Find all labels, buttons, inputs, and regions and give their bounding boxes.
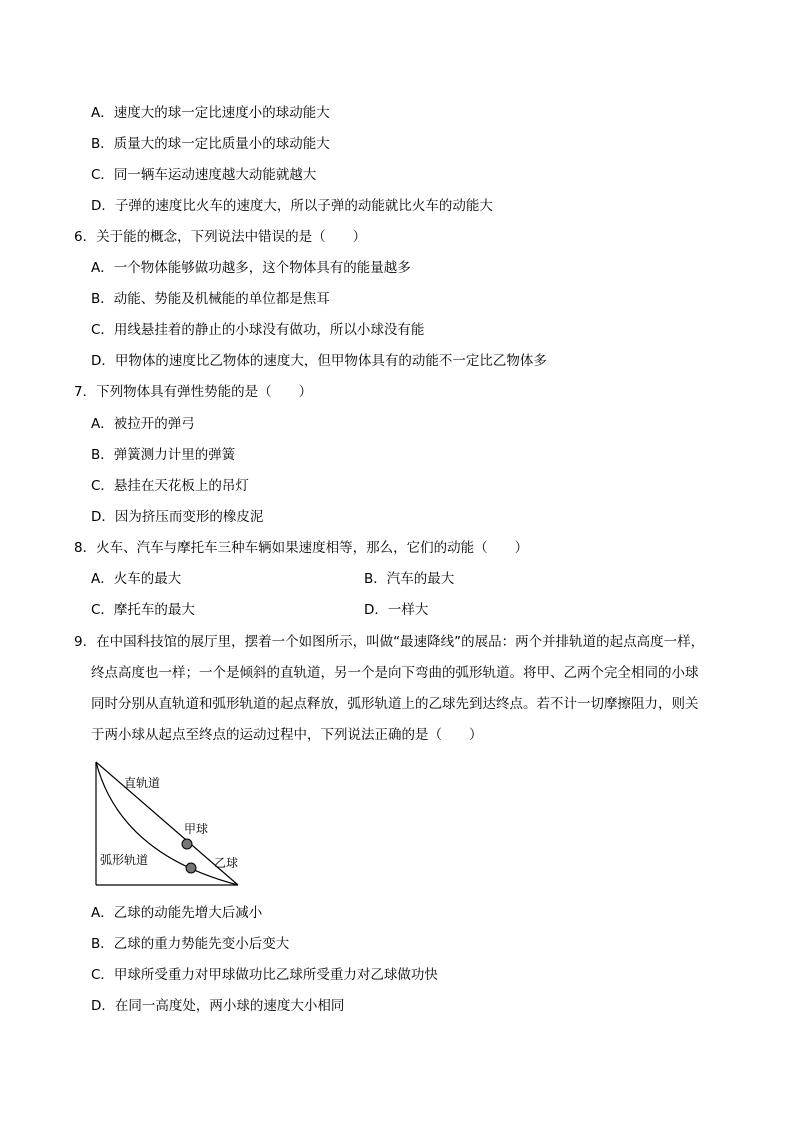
q8-stem: 8．火车、汽车与摩托车三种车辆如果速度相等，那么，它们的动能（ ） — [74, 540, 529, 556]
q7-option-c: C．悬挂在天花板上的吊灯 — [91, 478, 249, 494]
q6-option-d: D．甲物体的速度比乙物体的速度大，但甲物体具有的动能不一定比乙物体多 — [91, 353, 547, 369]
ball-a — [182, 839, 192, 849]
label-ball-b: 乙球 — [214, 856, 239, 870]
q9-option-c: C．甲球所受重力对甲球做功比乙球所受重力对乙球做功快 — [91, 967, 438, 983]
q5-option-d: D．子弹的速度比火车的速度大，所以子弹的动能就比火车的动能大 — [91, 198, 493, 214]
brachistochrone-figure — [88, 758, 248, 890]
q7-option-b: B．弹簧测力计里的弹簧 — [91, 447, 236, 463]
q9-stem-line-3: 同时分别从直轨道和弧形轨道的起点释放，弧形轨道上的乙球先到达终点。若不计一切摩擦阻力，则关 — [91, 696, 699, 712]
q8-option-d: D．一样大 — [364, 602, 429, 618]
q7-stem: 7．下列物体具有弹性势能的是（ ） — [74, 384, 313, 400]
q6-option-a: A．一个物体能够做功越多，这个物体具有的能量越多 — [91, 260, 411, 276]
q6-stem: 6．关于能的概念，下列说法中错误的是（ ） — [74, 229, 367, 245]
q8-option-c: C．摩托车的最大 — [91, 602, 195, 618]
q9-option-b: B．乙球的重力势能先变小后变大 — [91, 936, 290, 952]
q8-option-b: B．汽车的最大 — [364, 571, 455, 587]
label-ball-a: 甲球 — [184, 822, 209, 836]
q9-option-d: D．在同一高度处，两小球的速度大小相同 — [91, 998, 345, 1014]
q6-option-b: B．动能、势能及机械能的单位都是焦耳 — [91, 291, 330, 307]
q7-option-a: A．被拉开的弹弓 — [91, 416, 195, 432]
q9-stem-line-1: 9．在中国科技馆的展厅里，摆着一个如图所示，叫做“最速降线”的展品：两个并排轨道的起点高度一样， — [74, 634, 705, 650]
label-curved-track: 弧形轨道 — [100, 853, 149, 867]
q9-option-a: A．乙球的动能先增大后减小 — [91, 905, 263, 921]
q9-stem-line-4: 于两小球从起点至终点的运动过程中，下列说法正确的是（ ） — [91, 727, 483, 743]
label-straight-track: 直轨道 — [124, 776, 161, 790]
q5-option-b: B．质量大的球一定比质量小的球动能大 — [91, 136, 330, 152]
q8-option-a: A．火车的最大 — [91, 571, 182, 587]
q7-option-d: D．因为挤压而变形的橡皮泥 — [91, 509, 264, 525]
q5-option-c: C．同一辆车运动速度越大动能就越大 — [91, 167, 317, 183]
q6-option-c: C．用线悬挂着的静止的小球没有做功，所以小球没有能 — [91, 322, 425, 338]
q5-option-a: A．速度大的球一定比速度小的球动能大 — [91, 105, 330, 121]
q9-stem-line-2: 终点高度也一样；一个是倾斜的直轨道，另一个是向下弯曲的弧形轨道。将甲、乙两个完全相同的小球 — [91, 665, 699, 681]
ball-b — [186, 863, 196, 873]
